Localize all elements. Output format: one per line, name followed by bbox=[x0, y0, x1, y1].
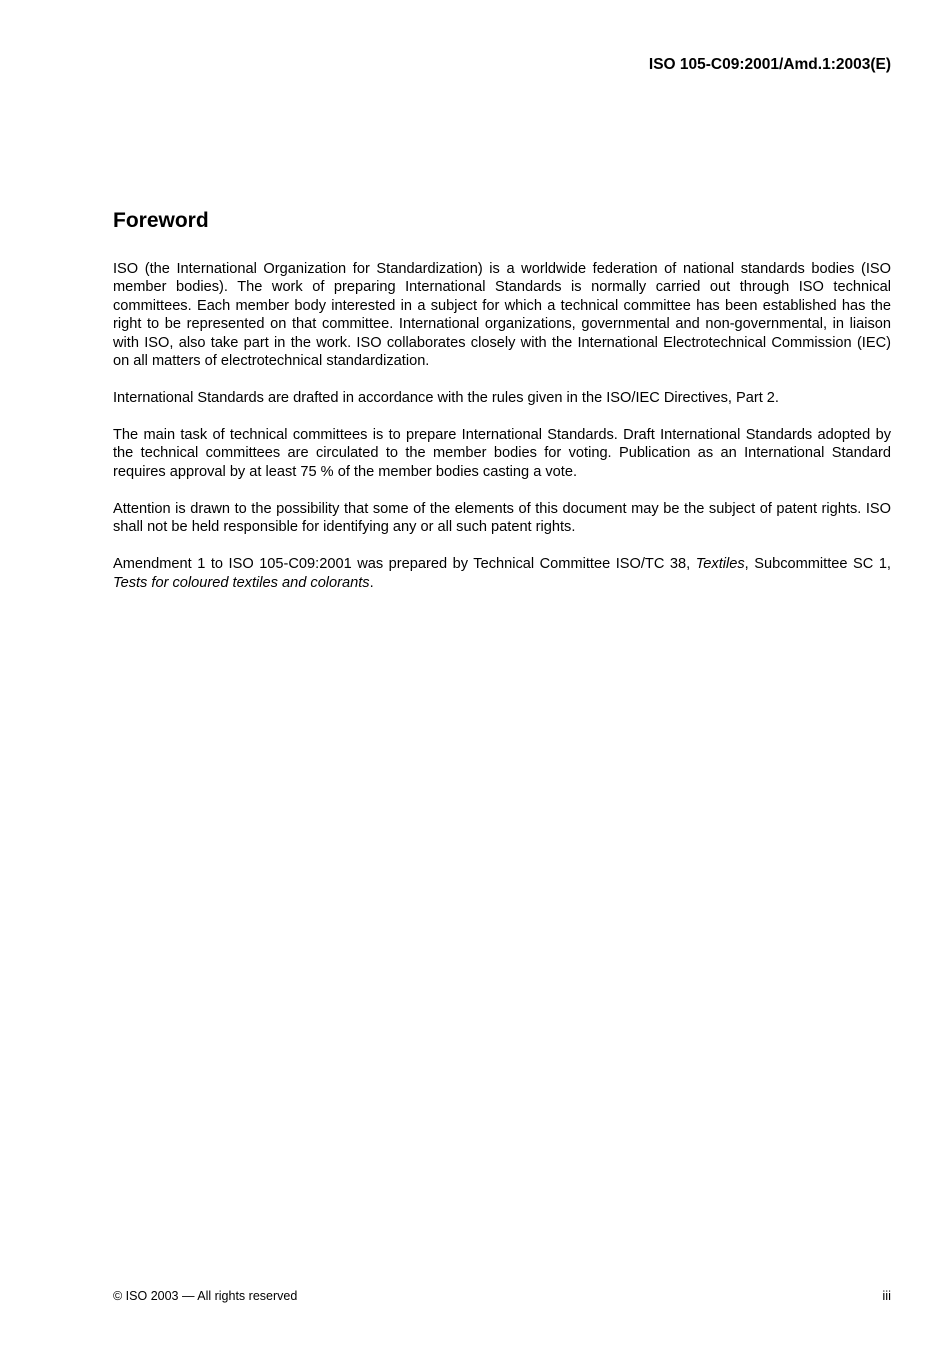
paragraph-5-text-3: . bbox=[369, 574, 374, 591]
document-id: ISO 105-C09:2001/Amd.1:2003(E) bbox=[648, 56, 891, 73]
paragraph-1: ISO (the International Organization for Standardization) is a worldwide federation of national standards bodies (ISO member bodies). The work of preparing International Standards is normally carried out through ISO technical committees. Each member body interested in a subject for which a technical committee has been established has the right to be represented on that committee. International organizations, governmental and non-governmental, in liaison with ISO, also take part in the work. ISO collaborates closely with the International Electrotechnical Commission (IEC) on all matters of electrotechnical standardization. bbox=[113, 261, 891, 370]
paragraph-5-text-2: , Subcommittee SC 1, bbox=[744, 556, 891, 573]
paragraph-5 bbox=[113, 555, 891, 592]
page-title: Foreword bbox=[113, 209, 209, 232]
foreword-body bbox=[113, 260, 891, 611]
paragraph-4: Attention is drawn to the possibility that some of the elements of this document may be the subject of patent rights. ISO shall not be held responsible for identifying any or all such patent rights. bbox=[113, 500, 891, 536]
subcommittee-name: Tests for coloured textiles and colorants bbox=[113, 574, 370, 591]
paragraph-3: The main task of technical committees is to prepare International Standards. Draft International Standards adopted by the technical committees are circulated to the member bodies for voting. Publication as an International Standard requires approval by at least 75 % of the member bodies casting a vote. bbox=[113, 427, 891, 480]
paragraph-5-text-1: Amendment 1 to ISO 105-C09:2001 was prepared by Technical Committee ISO/TC 38, bbox=[113, 556, 696, 573]
footer-copyright: © ISO 2003 — All rights reserved bbox=[113, 1289, 298, 1303]
paragraph-2: International Standards are drafted in accordance with the rules given in the ISO/IEC Directives, Part 2. bbox=[113, 390, 779, 407]
committee-name: Textiles bbox=[695, 556, 745, 573]
footer-page-number: iii bbox=[882, 1288, 891, 1303]
